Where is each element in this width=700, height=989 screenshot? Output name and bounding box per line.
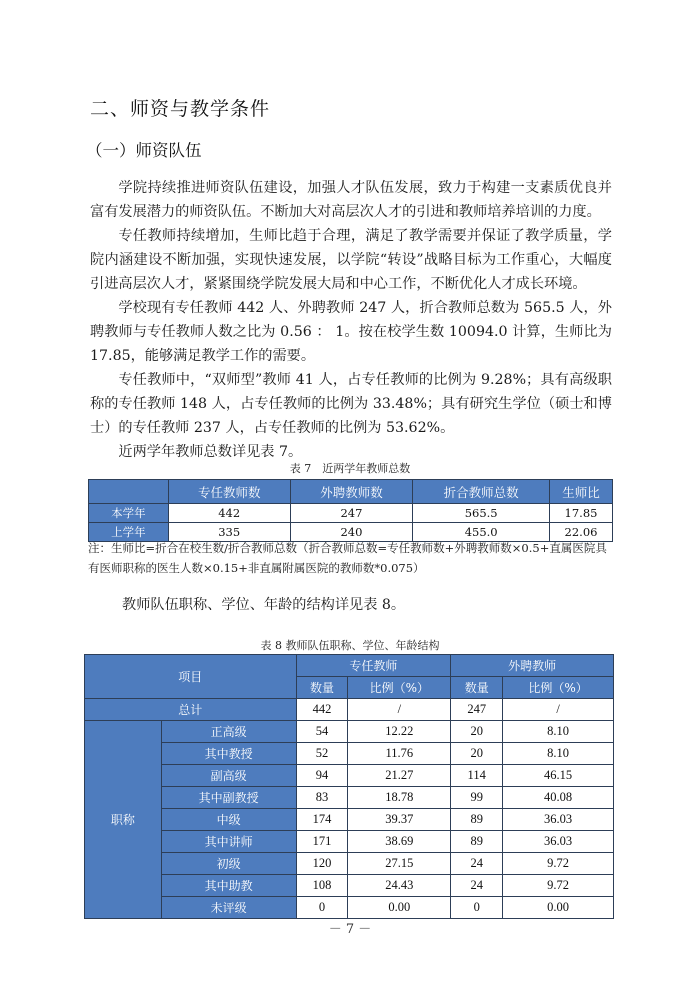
paragraph: 学校现有专任教师 442 人、外聘教师 247 人，折合教师总数为 565.5 人，外聘教师与专任教师人数之比为 0.56 ： 1。按在校学生数 10094.0 计算，生师比为 17.85，能够满足教学工作的需要。 (90, 300, 612, 364)
row-label: 其中副教授 (161, 787, 296, 809)
header-cell: 数量 (296, 677, 348, 699)
table-cell: 9.72 (503, 853, 614, 875)
table-cell: 247 (451, 699, 503, 721)
table-cell: 442 (296, 699, 348, 721)
table-cell: 442 (168, 504, 290, 523)
table-cell: 174 (296, 809, 348, 831)
table-cell: 12.22 (348, 721, 451, 743)
table-cell: 94 (296, 765, 348, 787)
row-label: 总计 (85, 699, 297, 721)
table-cell: 8.10 (503, 721, 614, 743)
table-cell: 36.03 (503, 831, 614, 853)
table-cell: 52 (296, 743, 348, 765)
header-cell: 折合教师总数 (413, 480, 550, 504)
table8-caption: 表 8 教师队伍职称、学位、年龄结构 (260, 639, 440, 652)
row-label: 上学年 (89, 523, 169, 542)
row-label: 中级 (161, 809, 296, 831)
table-cell: 0.00 (348, 897, 451, 919)
header-cell: 专任教师数 (168, 480, 290, 504)
table-cell: 240 (290, 523, 413, 542)
table-cell: 54 (296, 721, 348, 743)
table-row (89, 504, 613, 523)
body-paragraphs (90, 176, 612, 464)
table-cell: 40.08 (503, 787, 614, 809)
row-label: 正高级 (161, 721, 296, 743)
header-cell: 项目 (85, 655, 297, 699)
table-cell: 21.27 (348, 765, 451, 787)
table-cell: 38.69 (348, 831, 451, 853)
table-cell: 8.10 (503, 743, 614, 765)
row-label: 初级 (161, 853, 296, 875)
table-cell: 24 (451, 875, 503, 897)
table-header-row (89, 480, 613, 504)
table-cell: 46.15 (503, 765, 614, 787)
table-row (85, 809, 614, 831)
table-row (85, 831, 614, 853)
table-cell: 18.78 (348, 787, 451, 809)
subsection-heading: （一）师资队伍 (86, 141, 202, 160)
table-row (85, 721, 614, 743)
table-cell: 565.5 (413, 504, 550, 523)
paragraph: 专任教师中，“双师型”教师 41 人，占专任教师的比例为 9.28%；具有高级职称的专任教师 148 人，占专任教师的比例为 33.48%；具有研究生学位（硕士和博士）的专任教师 237 人，占专任教师的比例为 53.62%。 (90, 372, 612, 436)
header-cell (89, 480, 169, 504)
table-cell: 99 (451, 787, 503, 809)
table-row (85, 765, 614, 787)
table-cell: 89 (451, 831, 503, 853)
row-label: 其中助教 (161, 875, 296, 897)
table-cell: 455.0 (413, 523, 550, 542)
paragraph: 近两学年教师总数详见表 7。 (118, 444, 303, 460)
table-row (85, 875, 614, 897)
table-cell: 171 (296, 831, 348, 853)
table8-body (85, 721, 614, 919)
header-cell: 外聘教师 (451, 655, 614, 677)
table-cell: 27.15 (348, 853, 451, 875)
paragraph: 学院持续推进师资队伍建设，加强人才队伍发展，致力于构建一支素质优良并富有发展潜力的师资队伍。不断加大对高层次人才的引进和教师培养培训的力度。 (90, 180, 612, 220)
table-row (85, 787, 614, 809)
table-cell: 89 (451, 809, 503, 831)
table-row (85, 853, 614, 875)
table-cell: 114 (451, 765, 503, 787)
section-heading: 二、师资与教学条件 (90, 98, 271, 120)
table-cell: 11.76 (348, 743, 451, 765)
table-cell: 20 (451, 721, 503, 743)
table-cell: 0 (296, 897, 348, 919)
table-cell: 9.72 (503, 875, 614, 897)
table-cell: 0 (451, 897, 503, 919)
table-cell: 20 (451, 743, 503, 765)
table-row (85, 743, 614, 765)
category-label: 职称 (85, 721, 162, 919)
row-label: 本学年 (89, 504, 169, 523)
table-cell: 24 (451, 853, 503, 875)
header-cell: 比例（%） (503, 677, 614, 699)
table-cell: 36.03 (503, 809, 614, 831)
paragraph: 教师队伍职称、学位、年龄的结构详见表 8。 (122, 597, 406, 613)
table-cell: 39.37 (348, 809, 451, 831)
page-number: － 7 － (328, 922, 372, 937)
row-label: 其中教授 (161, 743, 296, 765)
header-cell: 外聘教师数 (290, 480, 413, 504)
table-cell: 24.43 (348, 875, 451, 897)
header-cell: 数量 (451, 677, 503, 699)
table-cell: 17.85 (550, 504, 613, 523)
table7-note: 注：生师比=折合在校生数/折合教师总数（折合教师总数=专任教师数+外聘教师数×0.5+直属医院具有医师职称的医生人数×0.15+非直属附属医院的教师数*0.075） (88, 541, 607, 575)
table-cell: 120 (296, 853, 348, 875)
row-label: 未评级 (161, 897, 296, 919)
table-header-row (85, 655, 614, 677)
table-cell: 83 (296, 787, 348, 809)
table7-teacher-totals (88, 479, 613, 542)
table-cell: 0.00 (503, 897, 614, 919)
table-cell: 22.06 (550, 523, 613, 542)
header-cell: 专任教师 (296, 655, 451, 677)
paragraph: 专任教师持续增加，生师比趋于合理，满足了教学需要并保证了教学质量，学院内涵建设不断加强，实现快速发展，以学院“转设”战略目标为工作重心，大幅度引进高层次人才，紧紧围绕学院发展大局和中心工作，不断优化人才成长环境。 (90, 228, 612, 292)
table-row (85, 699, 614, 721)
table-cell: / (503, 699, 614, 721)
table-cell: 108 (296, 875, 348, 897)
row-label: 其中讲师 (161, 831, 296, 853)
table-cell: 335 (168, 523, 290, 542)
table8-teacher-structure (84, 654, 614, 919)
header-cell: 比例（%） (348, 677, 451, 699)
table-row (85, 897, 614, 919)
row-label: 副高级 (161, 765, 296, 787)
table-cell: / (348, 699, 451, 721)
table7-caption: 表 7 近两学年教师总数 (289, 462, 411, 475)
table-cell: 247 (290, 504, 413, 523)
header-cell: 生师比 (550, 480, 613, 504)
